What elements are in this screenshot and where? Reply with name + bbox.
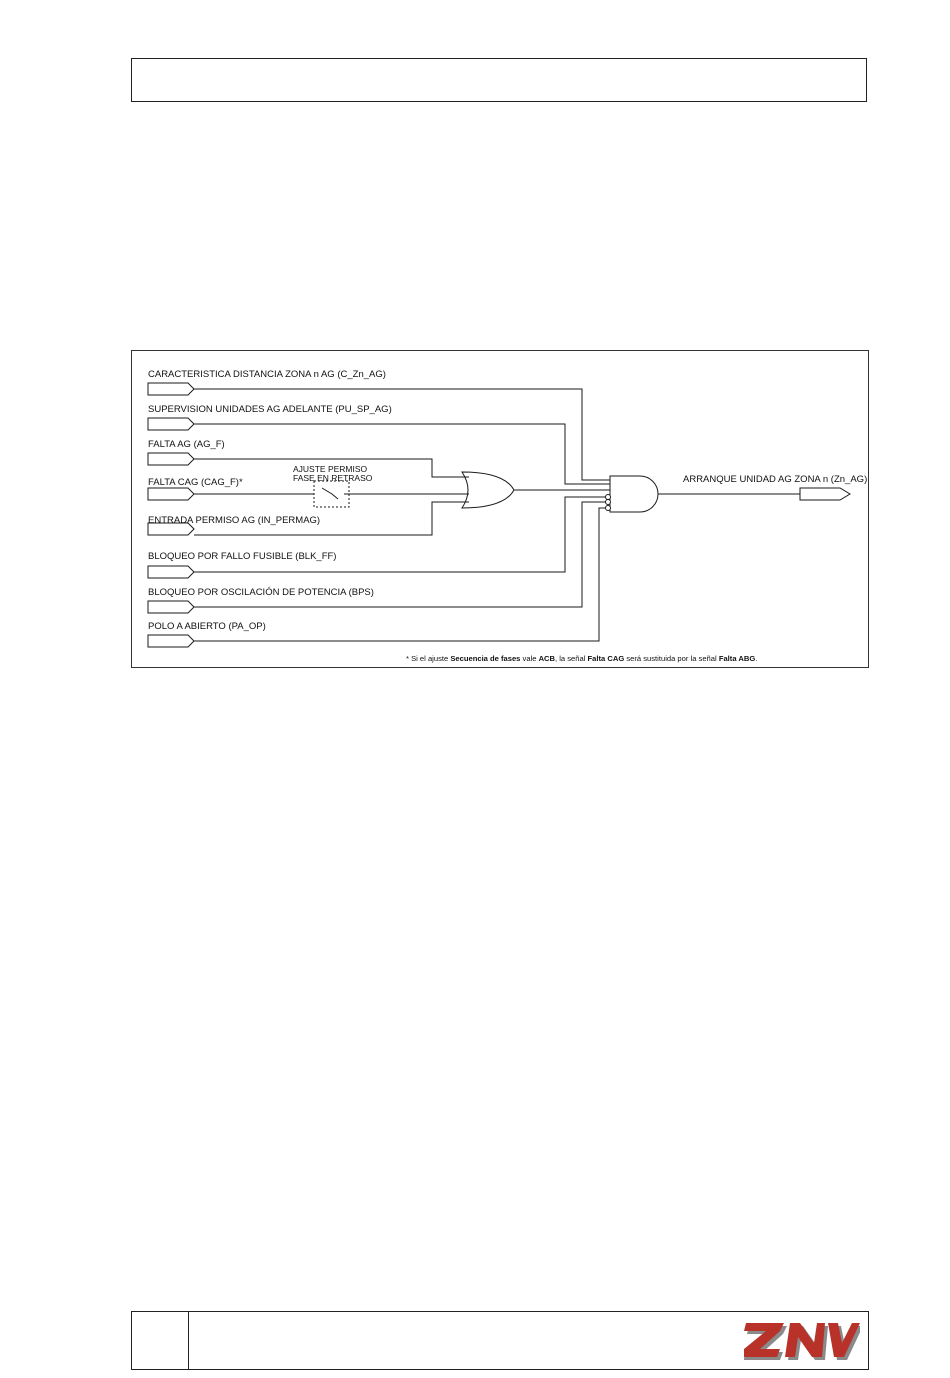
wire-c-zn-ag: [194, 389, 610, 480]
input-arrow-1: [148, 383, 194, 395]
page-header-box: [131, 58, 867, 102]
input-label-1: CARACTERISTICA DISTANCIA ZONA n AG (C_Zn_AG): [148, 369, 386, 380]
page-footer-box: [131, 1311, 869, 1370]
footnote: * Si el ajuste Secuencia de fases vale ACB, la señal Falta CAG será sustituida por la señal Falta ABG.: [406, 654, 758, 663]
output-label: ARRANQUE UNIDAD AG ZONA n (Zn_AG): [683, 474, 868, 485]
input-label-8: POLO A ABIERTO (PA_OP): [148, 621, 266, 632]
input-arrow-8: [148, 635, 194, 647]
output-arrow: [800, 488, 850, 500]
negation-bubble-1: [606, 495, 611, 500]
wire-pu-sp-ag: [194, 424, 610, 484]
input-arrow-6: [148, 566, 194, 578]
input-arrow-3: [148, 453, 194, 465]
negation-bubble-2: [606, 500, 611, 505]
input-arrow-7: [148, 601, 194, 613]
input-label-4: FALTA CAG (CAG_F)*: [148, 477, 243, 488]
logic-diagram: [131, 350, 869, 668]
setting-switch-contact: [322, 488, 338, 499]
ziv-logo: [744, 1321, 860, 1366]
input-label-2: SUPERVISION UNIDADES AG ADELANTE (PU_SP_AG): [148, 404, 392, 415]
or-gate: [462, 472, 514, 508]
negation-bubble-3: [606, 506, 611, 511]
input-label-6: BLOQUEO POR FALLO FUSIBLE (BLK_FF): [148, 551, 337, 562]
input-arrow-4: [148, 488, 194, 500]
input-label-7: BLOQUEO POR OSCILACIÓN DE POTENCIA (BPS): [148, 587, 374, 598]
setting-label-line1: AJUSTE PERMISO: [293, 464, 368, 474]
input-label-3: FALTA AG (AG_F): [148, 439, 225, 450]
input-label-5: ENTRADA PERMISO AG (IN_PERMAG): [148, 515, 321, 526]
footer-divider: [188, 1312, 189, 1369]
and-gate: [610, 476, 658, 512]
input-arrow-2: [148, 418, 194, 430]
setting-label-line2: FASE EN RETRASO: [293, 473, 373, 483]
